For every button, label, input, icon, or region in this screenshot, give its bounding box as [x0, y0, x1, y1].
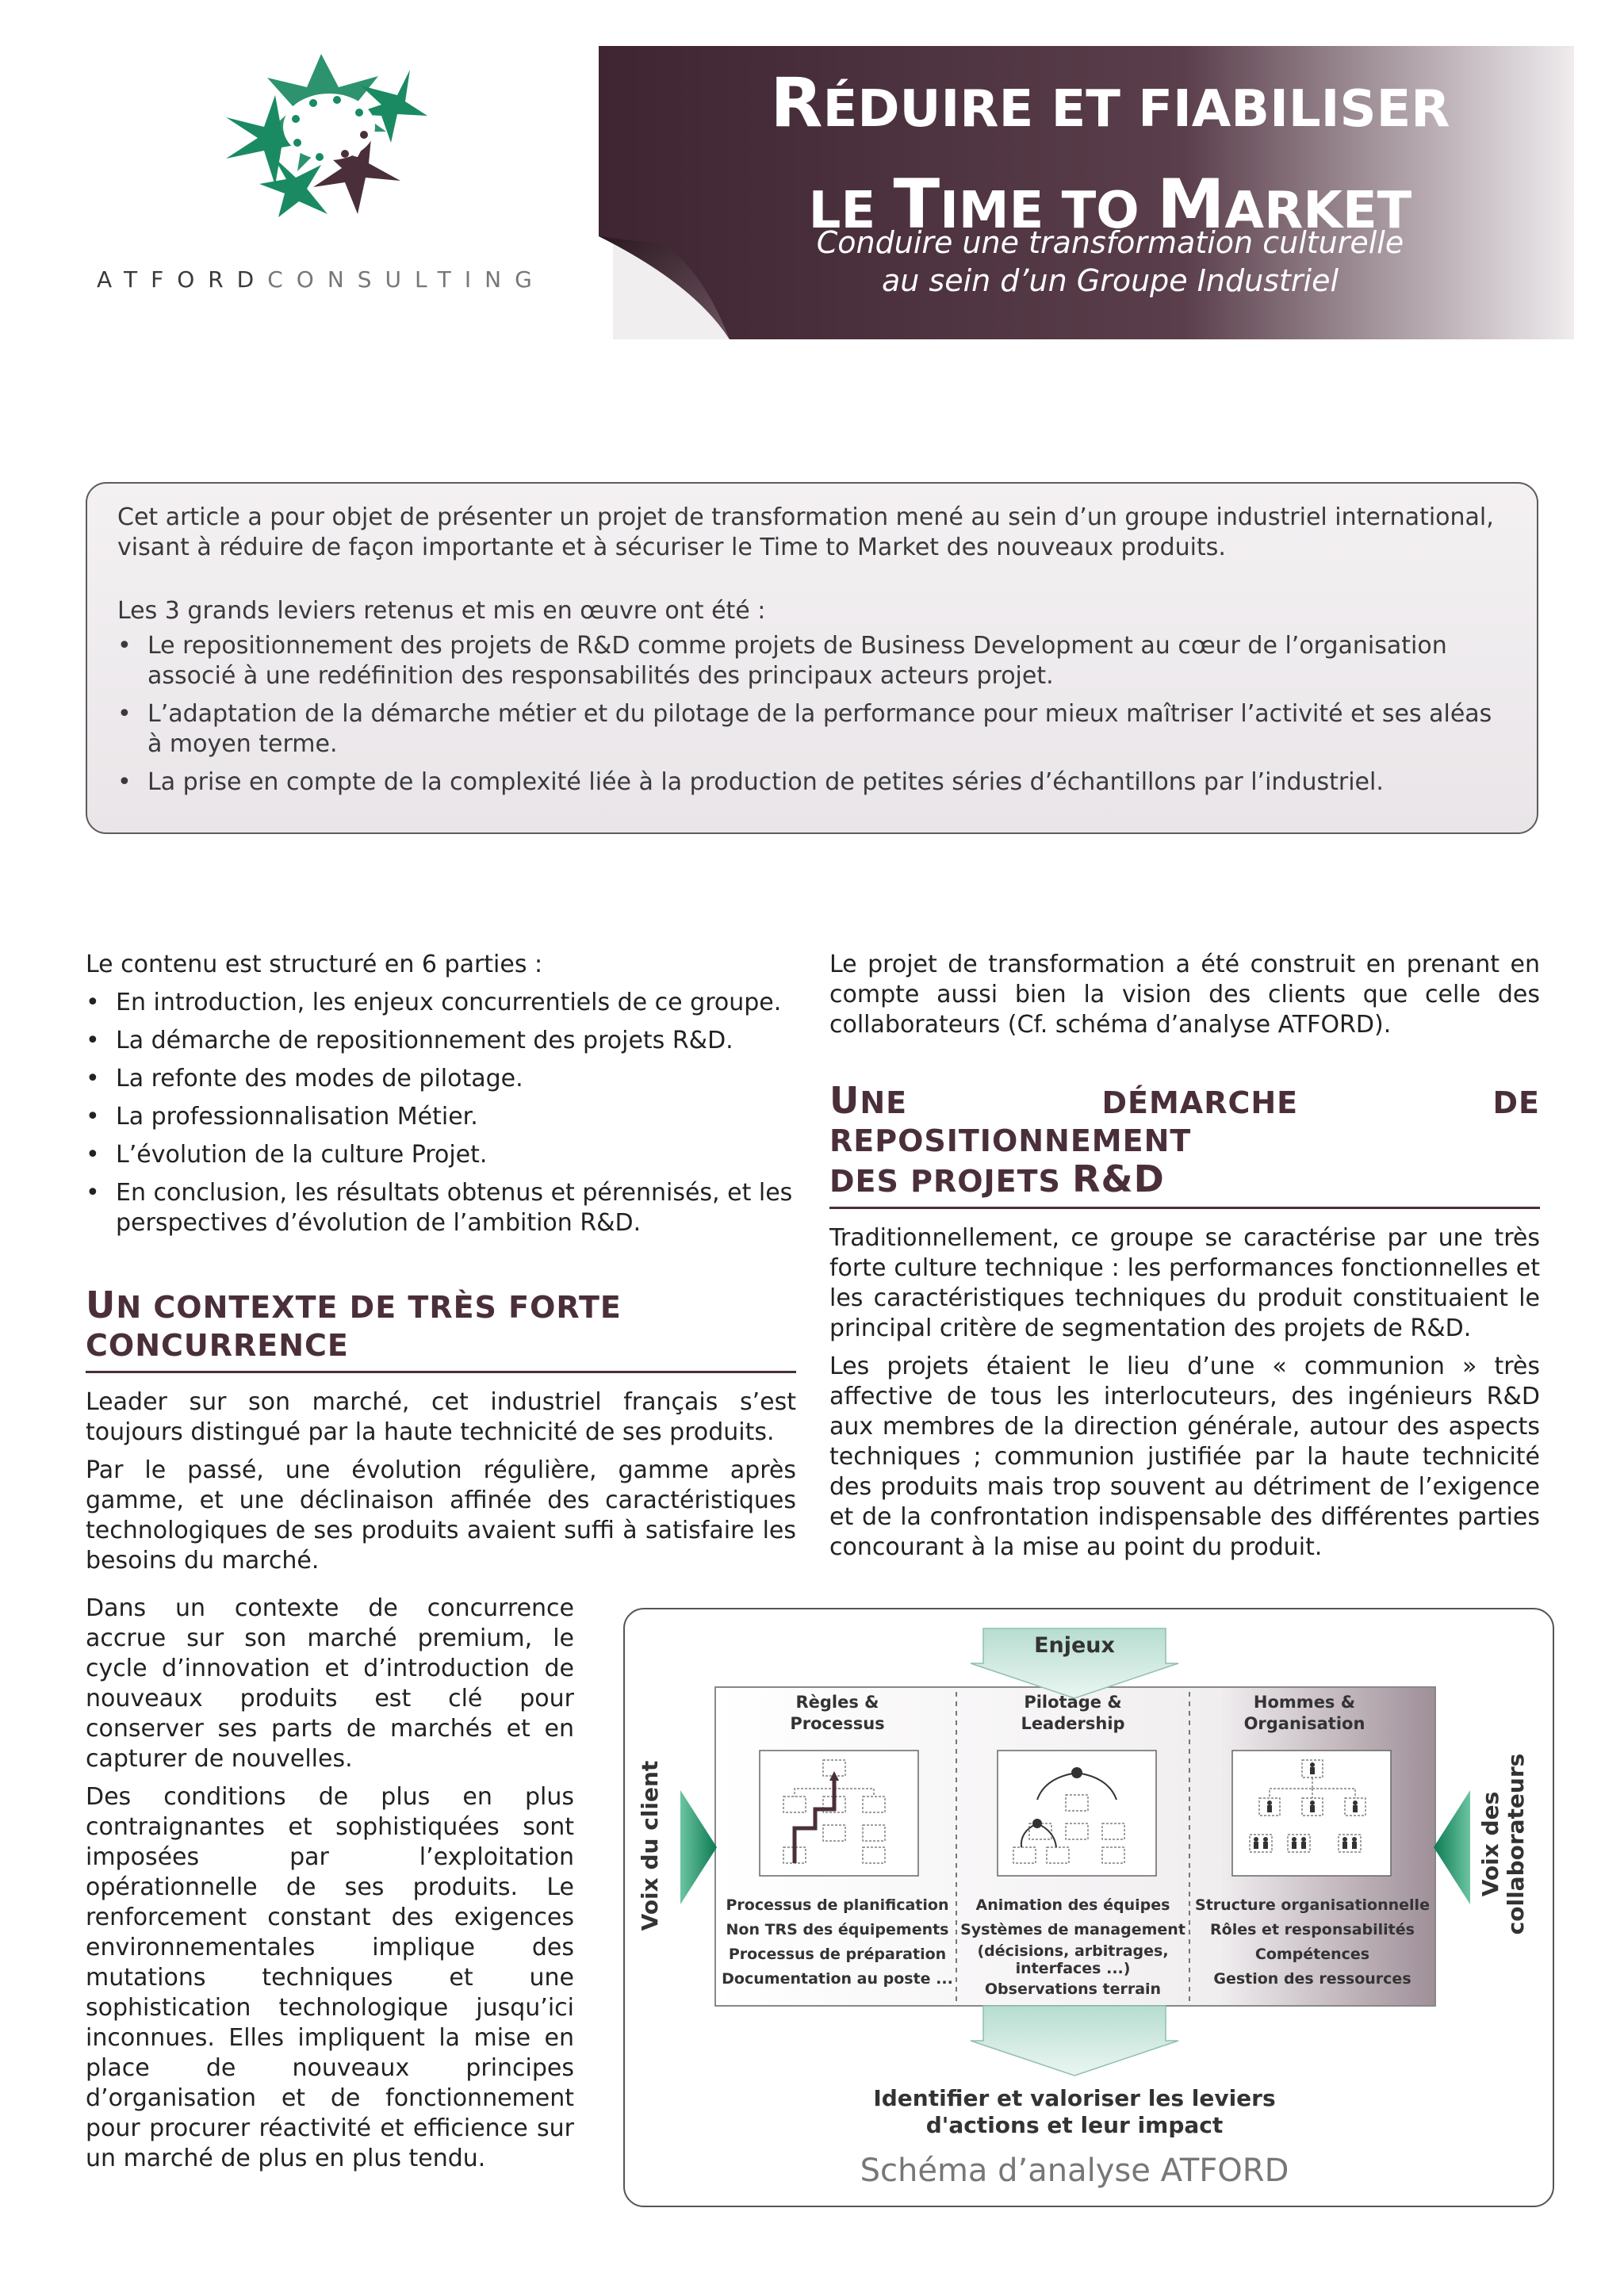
section1-heading-rest: N CONTEXTE DE TRÈS FORTE — [116, 1290, 622, 1325]
column-title-line: Règles & — [795, 1693, 879, 1712]
list-item: interfaces ...) — [1015, 1960, 1131, 1977]
summary-lever-item: • Le repositionnement des projets de R&D comme projets de Business Development au cœur de l’organisation associé à une redéfinition des responsabilités des principaux acteurs projet. — [147, 631, 1507, 691]
voix-collab-line: collaborateurs — [1503, 1753, 1529, 1935]
part-item: • En introduction, les enjeux concurrentiels de ce groupe. — [116, 988, 796, 1018]
part-item: • La démarche de repositionnement des projets R&D. — [116, 1026, 796, 1056]
summary-levers-intro: Les 3 grands leviers retenus et mis en œuvre ont été : — [117, 597, 766, 625]
list-item: Gestion des ressources — [1213, 1970, 1411, 1988]
structure-intro: Le contenu est structuré en 6 parties : — [86, 951, 543, 978]
title-ime-to: IME TO — [940, 182, 1157, 240]
section2-heading-line2a: DES PROJETS — [829, 1164, 1073, 1199]
title-cap-r: R — [770, 63, 823, 143]
summary-intro: Cet article a pour objet de présenter un projet de transformation mené au sein d’un groupe industriel international, visant à réduire de façon importante et à sécuriser le Time to Market des nouveaux produits. — [117, 503, 1494, 561]
column-title-line: Pilotage & — [1024, 1693, 1122, 1712]
section2-heading — [829, 1079, 1540, 1209]
voix-collaborateurs-label — [1478, 1733, 1529, 1955]
column-title-line: Organisation — [1243, 1714, 1365, 1733]
left-column-narrow — [86, 1594, 574, 2182]
section1-paragraph: Par le passé, une évolution régulière, gamme après gamme, et une déclinaison affinée des caractéristiques technologiques de ses produits avaient suffi à satisfaire les besoins du marché. — [86, 1456, 796, 1575]
subtitle-line-1: Conduire une transformation culturelle — [816, 225, 1404, 260]
section1-heading-line2: CONCURRENCE — [86, 1328, 349, 1363]
logo-star-emblem — [226, 54, 427, 217]
summary-lever-item: • L’adaptation de la démarche métier et du pilotage de la performance pour mieux maîtriser l’activité et ses aléas à moyen terme. — [147, 699, 1507, 760]
part-item: • La refonte des modes de pilotage. — [116, 1064, 796, 1094]
collab-arrow — [1434, 1790, 1470, 1904]
section2-heading-line2b: R&D — [1072, 1158, 1165, 1200]
logo-brand-bold: ATFORD — [97, 266, 268, 293]
section2-paragraph: Les projets étaient le lieu d’une « communion » très affective de tous les interlocuteurs, des ingénieurs R&D aux membres de la direction générale, autour des aspects techniques ; communion justifiée par la haute technicité des produits mais trop souvent au détriment de l’exigence et de la confrontation indispensable des différentes parties concourant à la mise au point du produit. — [829, 1353, 1540, 1561]
list-item: Documentation au poste ... — [722, 1970, 953, 1988]
client-arrow — [680, 1790, 717, 1904]
column-list-regles — [718, 1893, 956, 1992]
logo-brand-light: CONSULTING — [267, 266, 546, 293]
section1-heading-cap: U — [86, 1284, 117, 1326]
title-rest-1: ÉDUIRE ET FIABILISER — [822, 80, 1450, 139]
list-item: Processus de préparation — [728, 1946, 947, 1963]
part-item: • En conclusion, les résultats obtenus et pérennisés, et les perspectives d’évolution de l’ambition R&D. — [116, 1178, 796, 1238]
summary-box — [86, 482, 1538, 834]
column-list-pilotage — [956, 1893, 1189, 2002]
subtitle-line-2: au sein d’un Groupe Industriel — [881, 263, 1339, 298]
voix-client-label: Voix du client — [637, 1760, 663, 1931]
left-column — [86, 950, 796, 1584]
column-list-hommes — [1189, 1893, 1435, 1992]
part-item: • L’évolution de la culture Projet. — [116, 1140, 796, 1170]
bottom-label — [783, 2085, 1365, 2139]
title-line-1 — [634, 62, 1586, 163]
page-subtitle — [690, 224, 1530, 300]
list-item: Animation des équipes — [975, 1896, 1170, 1914]
list-item: Observations terrain — [984, 1980, 1162, 1998]
section1-paragraph: Leader sur son marché, cet industriel français s’est toujours distingué par la haute technicité de ses produits. — [86, 1388, 796, 1446]
list-item: Rôles et responsabilités — [1210, 1921, 1415, 1938]
list-item: Compétences — [1254, 1946, 1370, 1963]
section1-paragraph: Des conditions de plus en plus contraignantes et sophistiquées sont imposées par l’exploitation opérationnelle de ses produits. Le renforcement constant des exigences environnementales implique des mutations techniques et une sophistication technologique jusqu’ici inconnues. Elles impliquent la mise en place de nouveaux principes d’organisation et de fonctionnement pour procurer réactivité et efficience sur un marché de plus en plus tendu. — [86, 1783, 574, 2172]
diagram-caption: Schéma d’analyse ATFORD — [860, 2152, 1289, 2189]
logo-wordmark — [97, 266, 546, 293]
column-title-regles — [718, 1692, 956, 1735]
section2-paragraph: Traditionnellement, ce groupe se caractérise par une très forte culture technique : les performances fonctionnelles et les caractéristiques techniques du produit constituaient le principal critère de segmentation des projets de R&D. — [829, 1224, 1540, 1342]
right-intro: Le projet de transformation a été construit en prenant en compte aussi bien la vision des clients que celle des collaborateurs (Cf. schéma d’analyse ATFORD). — [829, 951, 1540, 1039]
voix-collab-line: Voix des — [1477, 1791, 1503, 1897]
parts-list — [86, 988, 796, 1238]
section1-paragraph: Dans un contexte de concurrence accrue sur son marché premium, le cycle d’innovation et d’introduction de nouveaux produits est clé pour conserver ses parts de marchés et en capturer de nouvelles. — [86, 1594, 574, 1773]
section2-heading-rest: NE DÉMARCHE DE REPOSITIONNEMENT — [829, 1085, 1540, 1158]
list-item: Processus de planification — [726, 1896, 949, 1914]
title-cap-m: M — [1156, 165, 1225, 244]
summary-lever-item: • La prise en compte de la complexité liée à la production de petites séries d’échantillons par l’industriel. — [147, 767, 1507, 798]
column-title-hommes — [1189, 1692, 1419, 1735]
bottom-label-line: Identifier et valoriser les leviers — [873, 2085, 1276, 2111]
title-cap-t: T — [893, 165, 940, 244]
column-title-line: Processus — [790, 1714, 885, 1733]
bottom-arrow — [971, 2006, 1178, 2076]
analysis-diagram — [623, 1608, 1554, 2207]
atford-logo — [202, 38, 432, 220]
list-item: (décisions, arbitrages, — [977, 1942, 1169, 1960]
section1-heading — [86, 1284, 796, 1373]
title-arket: ARKET — [1224, 182, 1412, 240]
right-column — [829, 950, 1540, 1571]
list-item: Structure organisationnelle — [1195, 1896, 1430, 1914]
column-title-line: Leadership — [1021, 1714, 1125, 1733]
column-title-line: Hommes & — [1253, 1693, 1356, 1712]
list-item: Non TRS des équipements — [726, 1921, 949, 1938]
part-item: • La professionnalisation Métier. — [116, 1102, 796, 1132]
enjeux-label: Enjeux — [1034, 1633, 1115, 1658]
column-title-pilotage — [956, 1692, 1189, 1735]
list-item: Systèmes de management — [960, 1921, 1185, 1938]
summary-levers-list — [117, 631, 1507, 798]
title-le: LE — [808, 182, 894, 240]
section2-heading-cap: U — [829, 1079, 860, 1122]
bottom-label-line: d'actions et leur impact — [925, 2112, 1224, 2138]
